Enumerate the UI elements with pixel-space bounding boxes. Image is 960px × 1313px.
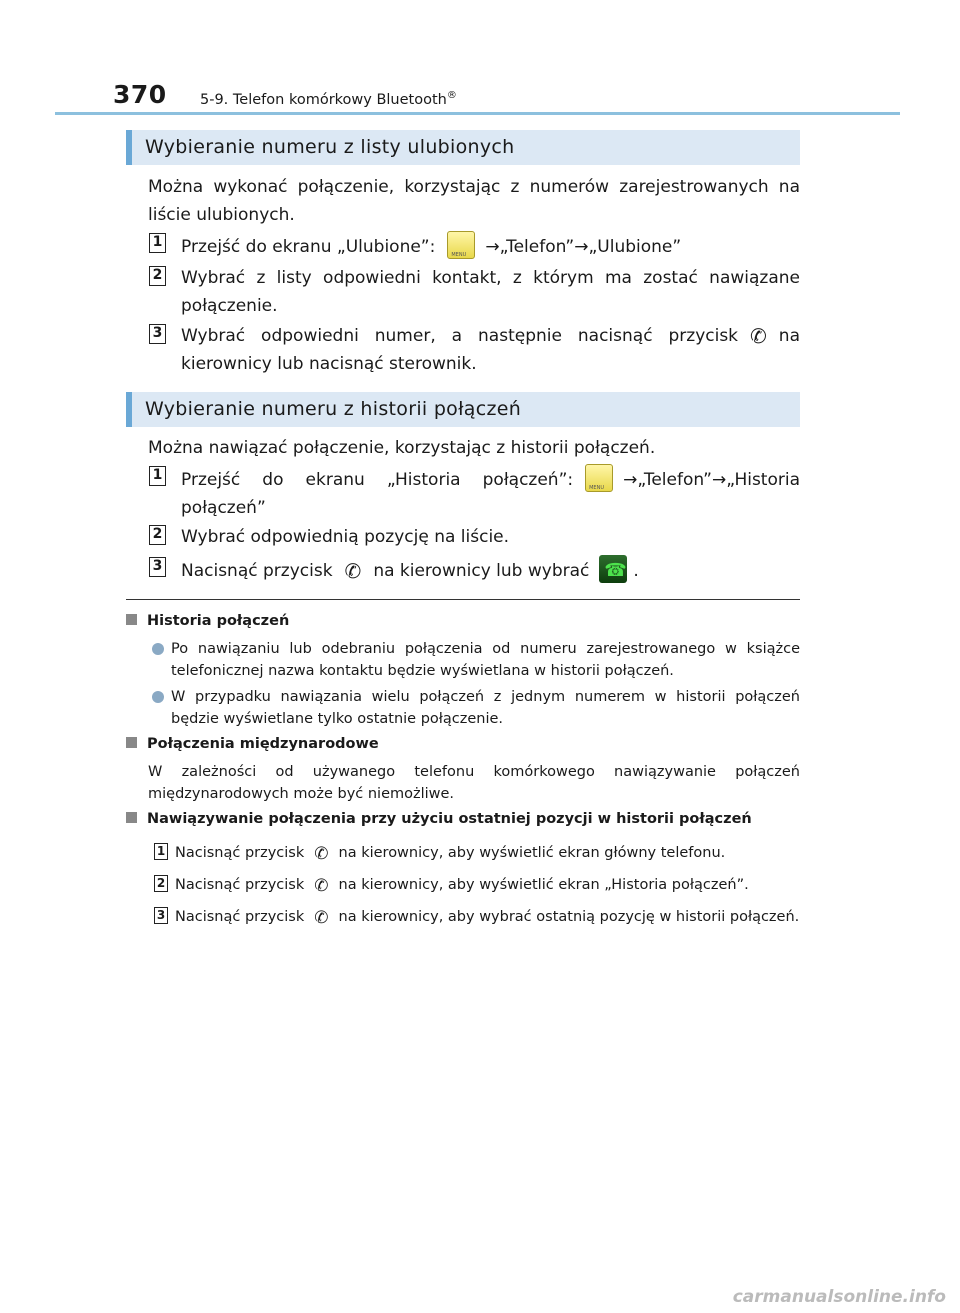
favorites-step-3: 3 Wybrać odpowiedni numer, a następnie nacisnąć przycisk ✆ na kierownicy lub nacisnąć sterownik.: [149, 322, 800, 378]
step-number: 1: [149, 233, 166, 253]
note-heading-international: Połączenia międzynarodowe: [126, 736, 379, 752]
phone-handset-icon: ✆: [314, 844, 329, 864]
square-bullet-icon: [126, 737, 137, 748]
last-entry-step-1: 1 Nacisnąć przycisk ✆ na kierownicy, aby wyświetlić ekran główny telefonu.: [154, 839, 800, 867]
history-step-1: 1 Przejść do ekranu „Historia połączeń”:MENU →„Telefon”→„Historia połączeń”: [149, 464, 800, 522]
chapter-title: 5-9. Telefon komórkowy Bluetooth®: [200, 90, 457, 108]
section-heading-favorites: Wybieranie numeru z listy ulubionych: [126, 130, 800, 165]
bullet-dot-icon: [152, 643, 164, 655]
phone-handset-icon: ✆: [344, 559, 362, 583]
favorites-step-2: 2 Wybrać z listy odpowiedni kontakt, z którym ma zostać nawiązane połączenie.: [149, 264, 800, 320]
phone-handset-icon: ✆: [314, 876, 329, 896]
phone-handset-icon: ✆: [314, 908, 329, 928]
note-heading-history: Historia połączeń: [126, 613, 289, 629]
favorites-step-1: 1 Przejść do ekranu „Ulubione”:MENU →„Telefon”→„Ulubione”: [149, 231, 800, 261]
section-favorites-intro: Można wykonać połączenie, korzystając z numerów zarejestrowanych na liście ulubionych.: [148, 177, 800, 225]
step-number: 2: [149, 525, 166, 545]
square-bullet-icon: [126, 812, 137, 823]
menu-button-icon: [585, 464, 613, 492]
menu-button-icon: [447, 231, 475, 259]
note-international-text: W zależności od używanego telefonu komórkowego nawiązywanie połączeń międzynarodowych może być niemożliwe.: [148, 764, 800, 802]
step-number: 2: [149, 266, 166, 286]
step-number: 2: [154, 875, 168, 892]
section-history-intro: Można nawiązać połączenie, korzystając z historii połączeń.: [148, 438, 656, 458]
watermark-footer: carmanualsonline.info: [732, 1287, 946, 1307]
bullet-dot-icon: [152, 691, 164, 703]
green-call-icon: [599, 555, 627, 583]
section-heading-history: Wybieranie numeru z historii połączeń: [126, 392, 800, 427]
last-entry-step-2: 2 Nacisnąć przycisk ✆ na kierownicy, aby wyświetlić ekran „Historia połączeń”.: [154, 871, 800, 899]
step-number: 3: [149, 557, 166, 577]
phone-handset-icon: ✆: [750, 324, 767, 348]
note-bullet: Po nawiązaniu lub odebraniu połączenia od numeru zarejestrowanego w książce telefonicznej nazwa kontaktu będzie wyświetlana w historii połączeń.: [152, 638, 800, 682]
step-number: 1: [154, 843, 168, 860]
step-number: 1: [149, 466, 166, 486]
page-number: 370: [113, 80, 167, 109]
note-bullet: W przypadku nawiązania wielu połączeń z jednym numerem w historii połączeń będzie wyświetlane tylko ostatnie połączenie.: [152, 686, 800, 730]
note-heading-last-entry: Nawiązywanie połączenia przy użyciu ostatniej pozycji w historii połączeń: [126, 811, 752, 827]
notes-divider: [126, 599, 800, 600]
last-entry-step-3: 3 Nacisnąć przycisk ✆ na kierownicy, aby wybrać ostatnią pozycję w historii połączeń.: [154, 903, 800, 931]
square-bullet-icon: [126, 614, 137, 625]
step-number: 3: [154, 907, 168, 924]
step-number: 3: [149, 324, 166, 344]
history-step-3: 3 Nacisnąć przycisk ✆ na kierownicy lub wybrać☎ .: [149, 555, 800, 585]
history-step-2: 2 Wybrać odpowiednią pozycję na liście.: [149, 523, 800, 551]
header-rule: [55, 112, 900, 115]
